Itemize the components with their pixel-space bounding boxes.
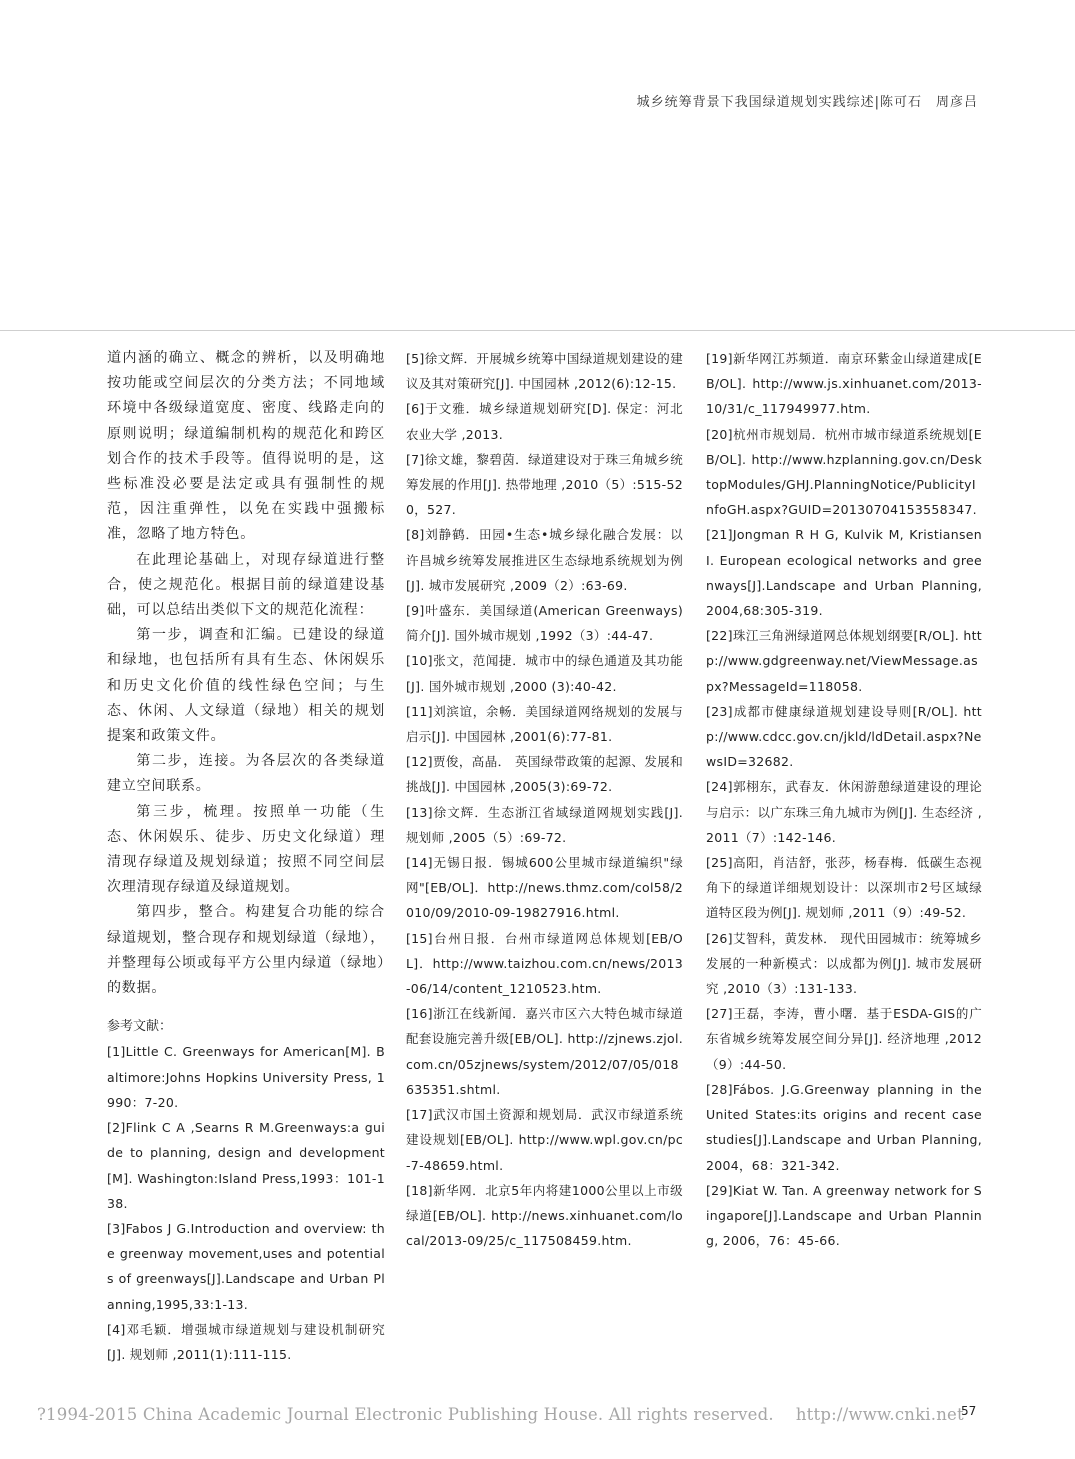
column-3 (706, 346, 982, 1253)
reference-item: [5]徐文辉．开展城乡统筹中国绿道规划建设的建议及其对策研究[J]. 中国园林 ,2012(6):12-15. (406, 351, 683, 392)
body-paragraph: 在此理论基础上，对现存绿道进行整合，使之规范化。根据目前的绿道建设基础，可以总结出类似下文的规范化流程： (107, 551, 385, 619)
reference-item: [11]刘滨谊，余畅．美国绿道网络规划的发展与启示[J]. 中国园林 ,2001(6):77-81. (406, 703, 683, 745)
reference-item: [26]艾智科，黄发林． 现代田园城市：统筹城乡发展的一种新模式：以成都为例[J]. 城市发展研究 ,2010（3）:131-133. (706, 930, 982, 997)
reference-item: [2]Flink C A ,Searns R M.Greenways:a guide to planning, design and development [M]. Washington:Island Press,1993：101-138. (107, 1120, 385, 1211)
reference-item: [22]珠江三角洲绿道网总体规划纲要[R/OL]. http://www.gdgreenway.net/ViewMessage.aspx?MessageId=118058. (706, 628, 982, 694)
reference-item: [3]Fabos J G.Introduction and overview: the greenway movement,uses and potentials of greenways[J].Landscape and Urban Planning,1995,33:1-13. (107, 1220, 385, 1312)
reference-item: [21]Jongman R H G, Kulvik M, Kristiansen I. European ecological networks and greenways[J].Landscape and Urban Planning, 2004,68:305-319. (706, 527, 982, 619)
body-paragraph: 第二步，连接。为各层次的各类绿道建立空间联系。 (107, 753, 385, 795)
reference-item: [19]新华网江苏频道．南京环紫金山绿道建成[EB/OL]. http://www.js.xinhuanet.com/2013-10/31/c_117949977.htm. (706, 351, 982, 417)
copyright-text: ?1994-2015 China Academic Journal Electronic Publishing House. All rights reserved. (37, 1405, 774, 1424)
column-2 (406, 346, 683, 1253)
reference-item: [25]高阳，肖洁舒，张莎，杨春梅．低碳生态视角下的绿道详细规划设计：以深圳市2号区域绿道特区段为例[J]. 规划师 ,2011（9）:49-52. (706, 855, 982, 921)
reference-item: [6]于文雅．城乡绿道规划研究[D]. 保定：河北农业大学 ,2013. (406, 401, 683, 442)
reference-item: [24]郭栩东，武春友．休闲游憩绿道建设的理论与启示：以广东珠三角九城市为例[J]. 生态经济 ,2011（7）:142-146. (706, 779, 982, 845)
reference-item: [16]浙江在线新闻．嘉兴市区六大特色城市绿道配套设施完善升级[EB/OL]. http://zjnews.zjol.com.cn/05zjnews/system/2012/07/05/018635351.shtml. (406, 1006, 683, 1097)
page-number: 57 (961, 1404, 977, 1418)
reference-item: [29]Kiat W. Tan. A greenway network for Singapore[J].Landscape and Urban Planning, 2006，76：45-66. (706, 1182, 982, 1249)
body-paragraph: 第四步，整合。构建复合功能的综合绿道规划，整合现存和规划绿道（绿地），并整理每公顷或每平方公里内绿道（绿地）的数据。 (107, 904, 385, 997)
reference-item: [23]成都市健康绿道规划建设导则[R/OL]. http://www.cdcc.gov.cn/jkld/ldDetail.aspx?NewsID=32682. (706, 703, 982, 770)
references-heading: 参考文献： (107, 1019, 173, 1035)
reference-item: [17]武汉市国土资源和规划局．武汉市绿道系统建设规划[EB/OL]. http://www.wpl.gov.cn/pc-7-48659.html. (406, 1107, 683, 1173)
copyright-footer (37, 1405, 964, 1424)
body-paragraph: 第三步，梳理。按照单一功能（生态、休闲娱乐、徒步、历史文化绿道）理清现存绿道及规划绿道；按照不同空间层次理清现存绿道及绿道规划。 (107, 803, 385, 896)
reference-item: [12]贾俊，高晶． 英国绿带政策的起源、发展和挑战[J]. 中国园林 ,2005(3):69-72. (406, 754, 683, 795)
reference-item: [4]邓毛颖．增强城市绿道规划与建设机制研究[J]. 规划师 ,2011(1):111-115. (107, 1321, 385, 1362)
reference-item: [20]杭州市规划局．杭州市城市绿道系统规划[EB/OL]. http://www.hzplanning.gov.cn/DesktopModules/GHJ.PlanningNotice/PublicityInfoGH.aspx?GUID=20130704153558347. (706, 426, 982, 518)
reference-item: [28]Fábos. J.G.Greenway planning in the United States:its origins and recent case studies[J].Landscape and Urban Planning, 2004，68：321-342. (706, 1081, 982, 1173)
footer-url[interactable]: http://www.cnki.net (795, 1405, 964, 1424)
reference-item: [14]无锡日报．锡城600公里城市绿道编织"绿网"[EB/OL]．http://news.thmz.com/col58/2010/09/2010-09-19827916.html. (406, 855, 683, 921)
reference-item: [9]叶盛东．美国绿道(American Greenways)简介[J]. 国外城市规划 ,1992（3）:44-47. (406, 603, 683, 644)
reference-item: [15]台州日报．台州市绿道网总体规划[EB/OL]．http://www.taizhou.com.cn/news/2013-06/14/content_1210523.htm. (406, 930, 683, 997)
reference-item: [18]新华网．北京5年内将建1000公里以上市级绿道[EB/OL]. http://news.xinhuanet.com/local/2013-09/25/c_117508459.htm. (406, 1182, 683, 1249)
header-divider (0, 330, 1075, 331)
reference-item: [8]刘静鹤．田园•生态•城乡绿化融合发展：以许昌城乡统筹发展推进区生态绿地系统规划为例[J]. 城市发展研究 ,2009（2）:63-69. (406, 527, 683, 593)
reference-item: [27]王磊，李涛，曹小曙．基于ESDA-GIS的广东省城乡统筹发展空间分异[J]. 经济地理 ,2012（9）:44-50. (706, 1006, 982, 1072)
reference-item: [10]张文，范闻捷．城市中的绿色通道及其功能[J]. 国外城市规划 ,2000 (3):40-42. (406, 653, 683, 694)
body-paragraph: 道内涵的确立、概念的辨析，以及明确地按功能或空间层次的分类方法；不同地域环境中各级绿道宽度、密度、线路走向的原则说明；绿道编制机构的规范化和跨区划合作的技术手段等。值得说明的是，这些标准没必要是法定或具有强制性的规范，因注重弹性，以免在实践中强搬标准，忽略了地方特色。 (107, 350, 385, 543)
body-paragraph: 第一步，调查和汇编。已建设的绿道和绿地，也包括所有具有生态、休闲娱乐和历史文化价值的线性绿色空间；与生态、休闲、人文绿道（绿地）相关的规划提案和政策文件。 (107, 627, 385, 745)
reference-item: [1]Little C. Greenways for American[M]. Baltimore:Johns Hopkins University Press, 1990：7-20. (107, 1044, 385, 1110)
column-1 (107, 346, 385, 1367)
running-header: 城乡统筹背景下我国绿道规划实践综述|陈可石 周彦吕 (636, 95, 978, 110)
reference-item: [7]徐文雄，黎碧茵．绿道建设对于珠三角城乡统筹发展的作用[J]. 热带地理 ,2010（5）:515-520，527. (406, 451, 683, 518)
reference-item: [13]徐文辉．生态浙江省域绿道网规划实践[J]. 规划师 ,2005（5）:69-72. (406, 804, 683, 845)
